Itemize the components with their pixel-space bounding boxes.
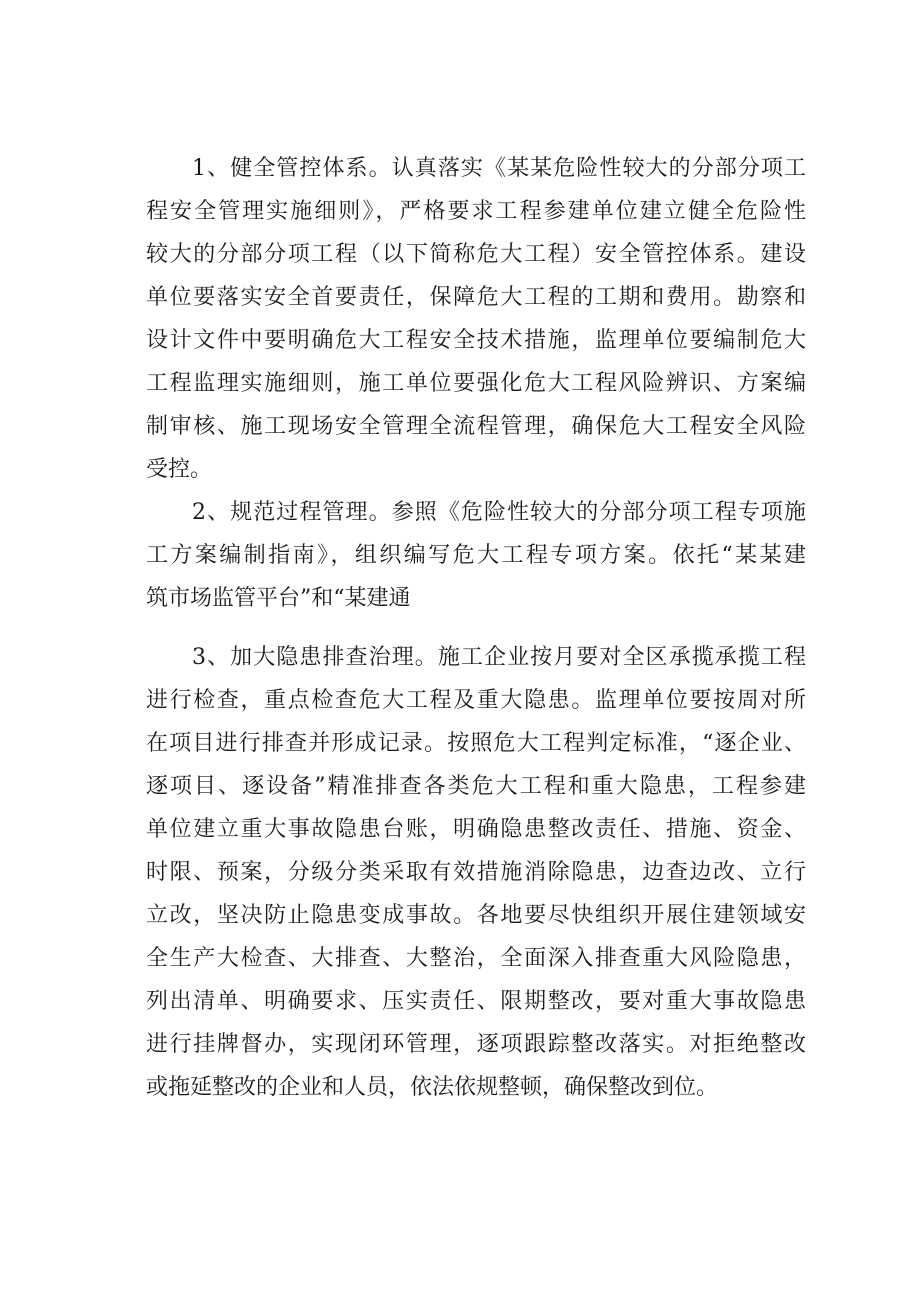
paragraph-1-line-3: 较大的分部分项工程（以下简称危大工程）安全管控体系。建设: [146, 242, 806, 267]
paragraph-1-line-8: 受控。: [146, 457, 213, 482]
paragraph-2-line-1: 2、规范过程管理。参照《危险性较大的分部分项工程专项施: [192, 500, 806, 525]
paragraph-3-line-2: 进行检查，重点检查危大工程及重大隐患。监理单位要按周对所: [146, 688, 806, 713]
paragraph-3-line-11: 或拖延整改的企业和人员，依法依规整顿，确保整改到位。: [146, 1075, 719, 1100]
paragraph-3-line-5: 单位建立重大事故隐患台账，明确隐患整改责任、措施、资金、: [146, 817, 806, 842]
paragraph-3-line-7: 立改，坚决防止隐患变成事故。各地要尽快组织开展住建领域安: [146, 903, 806, 928]
paragraph-1-line-6: 工程监理实施细则，施工单位要强化危大工程风险辨识、方案编: [146, 371, 806, 396]
paragraph-3-line-8: 全生产大检查、大排查、大整治，全面深入排查重大风险隐患，: [146, 946, 806, 971]
paragraph-3-line-4: 逐项目、逐设备”精准排查各类危大工程和重大隐患，工程参建: [146, 774, 806, 799]
paragraph-3-line-10: 进行挂牌督办，实现闭环管理，逐项跟踪整改落实。对拒绝整改: [146, 1032, 806, 1057]
paragraph-1-line-2: 程安全管理实施细则》，严格要求工程参建单位建立健全危险性: [146, 199, 806, 224]
paragraph-1-line-7: 制审核、施工现场安全管理全流程管理，确保危大工程安全风险: [146, 414, 806, 439]
paragraph-3-line-1: 3、加大隐患排查治理。施工企业按月要对全区承揽承揽工程: [192, 645, 806, 670]
paragraph-2-line-3: 筑市场监管平台”和“某建通: [146, 586, 411, 611]
paragraph-1-line-4: 单位要落实安全首要责任，保障危大工程的工期和费用。勘察和: [146, 285, 806, 310]
paragraph-1-line-1: 1、健全管控体系。认真落实《某某危险性较大的分部分项工: [192, 156, 806, 181]
paragraph-3-line-9: 列出清单、明确要求、压实责任、限期整改，要对重大事故隐患: [146, 989, 806, 1014]
paragraph-3-line-3: 在项目进行排查并形成记录。按照危大工程判定标准，“逐企业、: [146, 731, 806, 756]
paragraph-3-line-6: 时限、预案，分级分类采取有效措施消除隐患，边查边改、立行: [146, 860, 806, 885]
paragraph-2-line-2: 工方案编制指南》，组织编写危大工程专项方案。依托“某某建: [146, 543, 806, 568]
paragraph-1-line-5: 设计文件中要明确危大工程安全技术措施，监理单位要编制危大: [146, 328, 806, 353]
